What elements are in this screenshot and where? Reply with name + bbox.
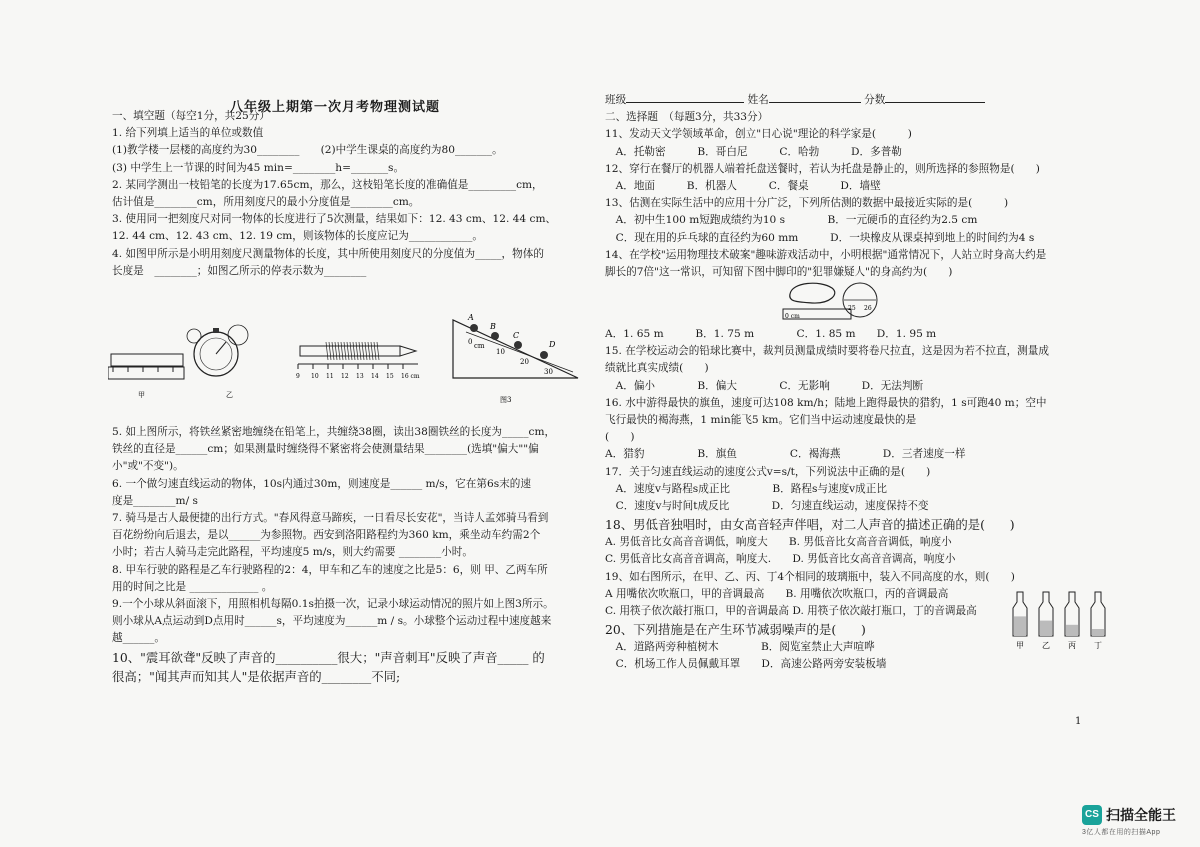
bottle-icon <box>1013 592 1027 650</box>
right-column <box>605 92 1075 281</box>
text-line: 估计值是________cm，所用刻度尺的最小分度值是________cm。 <box>112 196 420 209</box>
text-line: (1)教学楼一层楼的高度约为30________ (2)中学生课桌的高度约为80_______。 <box>112 144 503 157</box>
ball-b <box>491 332 499 340</box>
label-fig3: 图3 <box>500 396 512 404</box>
page-title: 八年级上期第一次月考物理测试题 <box>229 100 440 115</box>
ball-a <box>470 324 478 332</box>
left-column-lower <box>112 424 592 686</box>
text-line: 二、选择题 （每题3分，共33分） <box>605 111 769 124</box>
bottle-label: 丙 <box>1068 641 1076 650</box>
text-line: 度是________m/ s <box>112 494 198 507</box>
text-line: 12、穿行在餐厅的机器人端着托盘送餐时，若认为托盘是静止的，则所选择的参照物是( ) <box>605 162 1040 175</box>
slope-number: cm <box>474 342 485 350</box>
text-line: 很高；"闻其声而知其人"是依据声音的________不同; <box>112 668 401 684</box>
slope-number: 0 <box>468 338 473 346</box>
ruler-zero-label: 0 cm <box>785 313 800 320</box>
bottle-icon <box>1065 592 1079 650</box>
text-line: 16. 水中游得最快的旗鱼，速度可达108 km/h；陆地上跑得最快的猎豹，1 s可跑40 m；空中 <box>605 396 1047 409</box>
text-line: A．初中生100 m短跑成绩约为10 s B．一元硬币的直径约为2.5 cm <box>605 214 978 227</box>
text-line: C．机场工作人员佩戴耳罩 D．高速公路两旁安装板墙 <box>605 658 887 671</box>
pencil <box>300 346 400 356</box>
text-line: 百花纷纷向后退去，是以______为参照物。西安到洛阳路程约为360 km，乘坐动车约需2个 <box>112 529 541 542</box>
ruler-number: 14 <box>371 373 379 380</box>
text-line: 10、"震耳欲聋"反映了声音的__________很大；"声音刺耳"反映了声音_____ 的 <box>112 649 545 665</box>
class-label: 班级 <box>605 94 627 106</box>
text-line: A．地面 B．机器人 C．餐桌 D．墙壁 <box>605 180 881 193</box>
ruler-number: 10 <box>311 373 319 380</box>
text-line: 越______。 <box>112 632 165 645</box>
text-line: A．1. 65 m B．1. 75 m C．1. 85 m D．1. 95 m <box>605 328 937 340</box>
class-field[interactable] <box>626 102 744 103</box>
label-jia: 甲 <box>138 391 145 399</box>
text-line: 用的时间之比是 _____________ 。 <box>112 580 273 593</box>
slope-number: 10 <box>496 348 505 356</box>
text-line: 则小球从A点运动到D点用时______s，平均速度为______m / s。小球整个运动过程中速度越来 <box>112 615 552 628</box>
label-yi: 乙 <box>226 391 233 399</box>
text-line: 1. 给下列填上适当的单位或数值 <box>112 127 264 140</box>
text-line: C. 男低音比女高音音调高，响度大. D. 男低音比女高音音调高，响度小 <box>605 553 956 566</box>
bottles-figure <box>1005 590 1115 652</box>
text-line: 15. 在学校运动会的铅球比赛中，裁判员测量成绩时要将卷尺拉直，这是因为若不拉直，测量成 <box>605 345 1049 358</box>
text-line: 19、如右图所示，在甲、乙、丙、丁4个相同的玻璃瓶中，装入不同高度的水，则( ) <box>605 570 1015 583</box>
text-line: C. 用筷子依次敲打瓶口，甲的音调最高 D. 用筷子依次敲打瓶口，丁的音调最高 <box>605 605 977 618</box>
ruler-number: 16 cm <box>401 373 420 380</box>
text-line: ( ) <box>605 431 635 444</box>
wire-coil <box>326 342 379 360</box>
ruler-number: 13 <box>356 373 364 380</box>
left-column <box>112 108 592 280</box>
brand-name: 扫描全能王 <box>1106 806 1176 823</box>
text-line: 小"或"不变")。 <box>112 460 184 473</box>
score-label: 分数 <box>864 94 886 106</box>
text-line: 2. 某同学测出一枝铅笔的长度为17.65cm，那么，这枝铅笔长度的准确值是_________cm， <box>112 178 543 191</box>
page-number: 1 <box>1075 716 1082 727</box>
footprint-figure <box>780 276 890 326</box>
text-line: 14、在学校"运用物理技术破案"趣味游戏活动中，小明根据"通常情况下，人站立时身高大约是 <box>605 248 1047 261</box>
slope-letter: C <box>513 331 520 340</box>
ruler-number: 15 <box>386 373 394 380</box>
bottle-label: 乙 <box>1042 641 1050 650</box>
text-line: 17．关于匀速直线运动的速度公式v=s/t，下列说法中正确的是( ) <box>605 465 931 478</box>
name-field[interactable] <box>769 102 861 103</box>
footprint-icon <box>790 283 835 303</box>
slope-letter: B <box>490 322 496 331</box>
ruler-number: 11 <box>326 373 334 380</box>
text-line: 3. 使用同一把刻度尺对同一物体的长度进行了5次测量，结果如下：12. 43 cm、12. 44 cm、 <box>112 213 557 226</box>
measurement-figures <box>108 312 588 412</box>
text-line: A．托勒密 B．哥白尼 C．哈勃 D．多普勒 <box>605 145 902 158</box>
slope-letter: A <box>468 313 474 322</box>
student-info-row <box>605 92 1075 109</box>
foot-num-26: 26 <box>864 305 872 312</box>
bottle-icon <box>1039 592 1053 650</box>
ball-d <box>540 351 548 359</box>
text-line: A．猎豹 B．旗鱼 C．褐海燕 D．三者速度一样 <box>605 448 966 461</box>
text-line: 5. 如上图所示，将铁丝紧密地缠绕在铅笔上，共缠绕38圈，读出38圈铁丝的长度为_____cm， <box>112 426 556 438</box>
bottle-label: 丁 <box>1094 641 1102 650</box>
scanner-watermark <box>1082 804 1176 837</box>
name-label: 姓名 <box>747 94 769 106</box>
slope-letter: D <box>549 340 556 349</box>
text-line: A．道路两旁种植树木 B．阅览室禁止大声喧哗 <box>605 641 875 654</box>
camscanner-logo-icon: CS <box>1082 805 1102 825</box>
text-line: A. 男低音比女高音音调低，响度大 B. 男低音比女高音音调低，响度小 <box>605 536 952 549</box>
text-line: A 用嘴依次吹瓶口，甲的音调最高 B. 用嘴依次吹瓶口，丙的音调最高 <box>605 587 949 600</box>
text-line: 长度是 ________；如图乙所示的停表示数为________ <box>112 264 367 277</box>
text-line: 18、男低音独唱时，由女高音轻声伴唱，对二人声音的描述正确的是( ) <box>605 517 1015 533</box>
text-line: 9.一个小球从斜面滚下，用照相机每隔0.1s拍摄一次，记录小球运动情况的照片如上图3所示。 <box>112 598 554 611</box>
text-line: 8. 甲车行驶的路程是乙车行驶路程的2：4，甲车和乙车的速度之比是5：6，则 甲、乙两车所 <box>112 563 548 576</box>
score-field[interactable] <box>885 102 985 103</box>
text-line: 20、下列措施是在产生环节减弱噪声的是( ) <box>605 622 866 638</box>
brand-tagline: 3亿人都在用的扫描App <box>1082 828 1161 836</box>
text-line: 13、估测在实际生活中的应用十分广泛，下列所估测的数据中最接近实际的是( ) <box>605 197 1009 210</box>
measured-block <box>111 354 183 366</box>
text-line: C．速度v与时间t成反比 D．匀速直线运动，速度保持不变 <box>605 500 929 513</box>
text-line: C．现在用的乒乓球的直径约为60 mm D．一块橡皮从课桌掉到地上的时间约为4 s <box>605 231 1035 244</box>
slope-number: 30 <box>544 368 553 376</box>
text-line: 7. 骑马是古人最便捷的出行方式。"春风得意马蹄疾，一日看尽长安花"，当诗人孟郊骑马看到 <box>112 512 549 525</box>
slope-number: 20 <box>520 358 529 366</box>
ball-c <box>514 341 522 349</box>
text-line: (3) 中学生上一节课的时间为45 min=________h=_______s。 <box>112 161 405 174</box>
text-line: 脚长的7倍"这一常识，可知留下图中脚印的"犯罪嫌疑人"的身高约为( ) <box>605 266 953 279</box>
text-line: 飞行最快的褐海燕，1 min能飞5 km。它们当中运动速度最快的是 <box>605 414 917 427</box>
ruler-number: 9 <box>296 373 300 380</box>
text-line: 11、发动天文学领域革命，创立"日心说"理论的科学家是( ) <box>605 128 912 141</box>
bottle-label: 甲 <box>1016 641 1024 650</box>
bottle-icon <box>1091 592 1105 650</box>
text-line: 小时；若古人骑马走完此路程，平均速度5 m/s，则大约需要 ________小时。 <box>112 546 473 559</box>
text-line: 6. 一个做匀速直线运动的物体，10s内通过30m，则速度是______ m/s，它在第6s末的速 <box>112 477 531 490</box>
foot-num-25: 25 <box>848 305 856 312</box>
text-line: 12. 44 cm、12. 43 cm、12. 19 cm，则该物体的长度应记为____________。 <box>112 230 483 243</box>
text-line: 铁丝的直径是______cm；如果测量时缠绕得不紧密将会使测量结果________(选填"偏大""偏 <box>112 443 539 456</box>
ruler-number: 12 <box>341 373 349 380</box>
text-line: 一、填空题（每空1分，共25分） <box>112 110 270 122</box>
text-line: 4. 如图甲所示是小明用刻度尺测量物体的长度，其中所使用刻度尺的分度值为_____，物体的 <box>112 247 544 260</box>
text-line: A．速度v与路程s成正比 B．路程s与速度v成正比 <box>605 482 887 495</box>
text-line: A．偏小 B．偏大 C．无影响 D．无法判断 <box>605 379 924 392</box>
text-line: 绩就比真实成绩( ) <box>605 362 709 375</box>
